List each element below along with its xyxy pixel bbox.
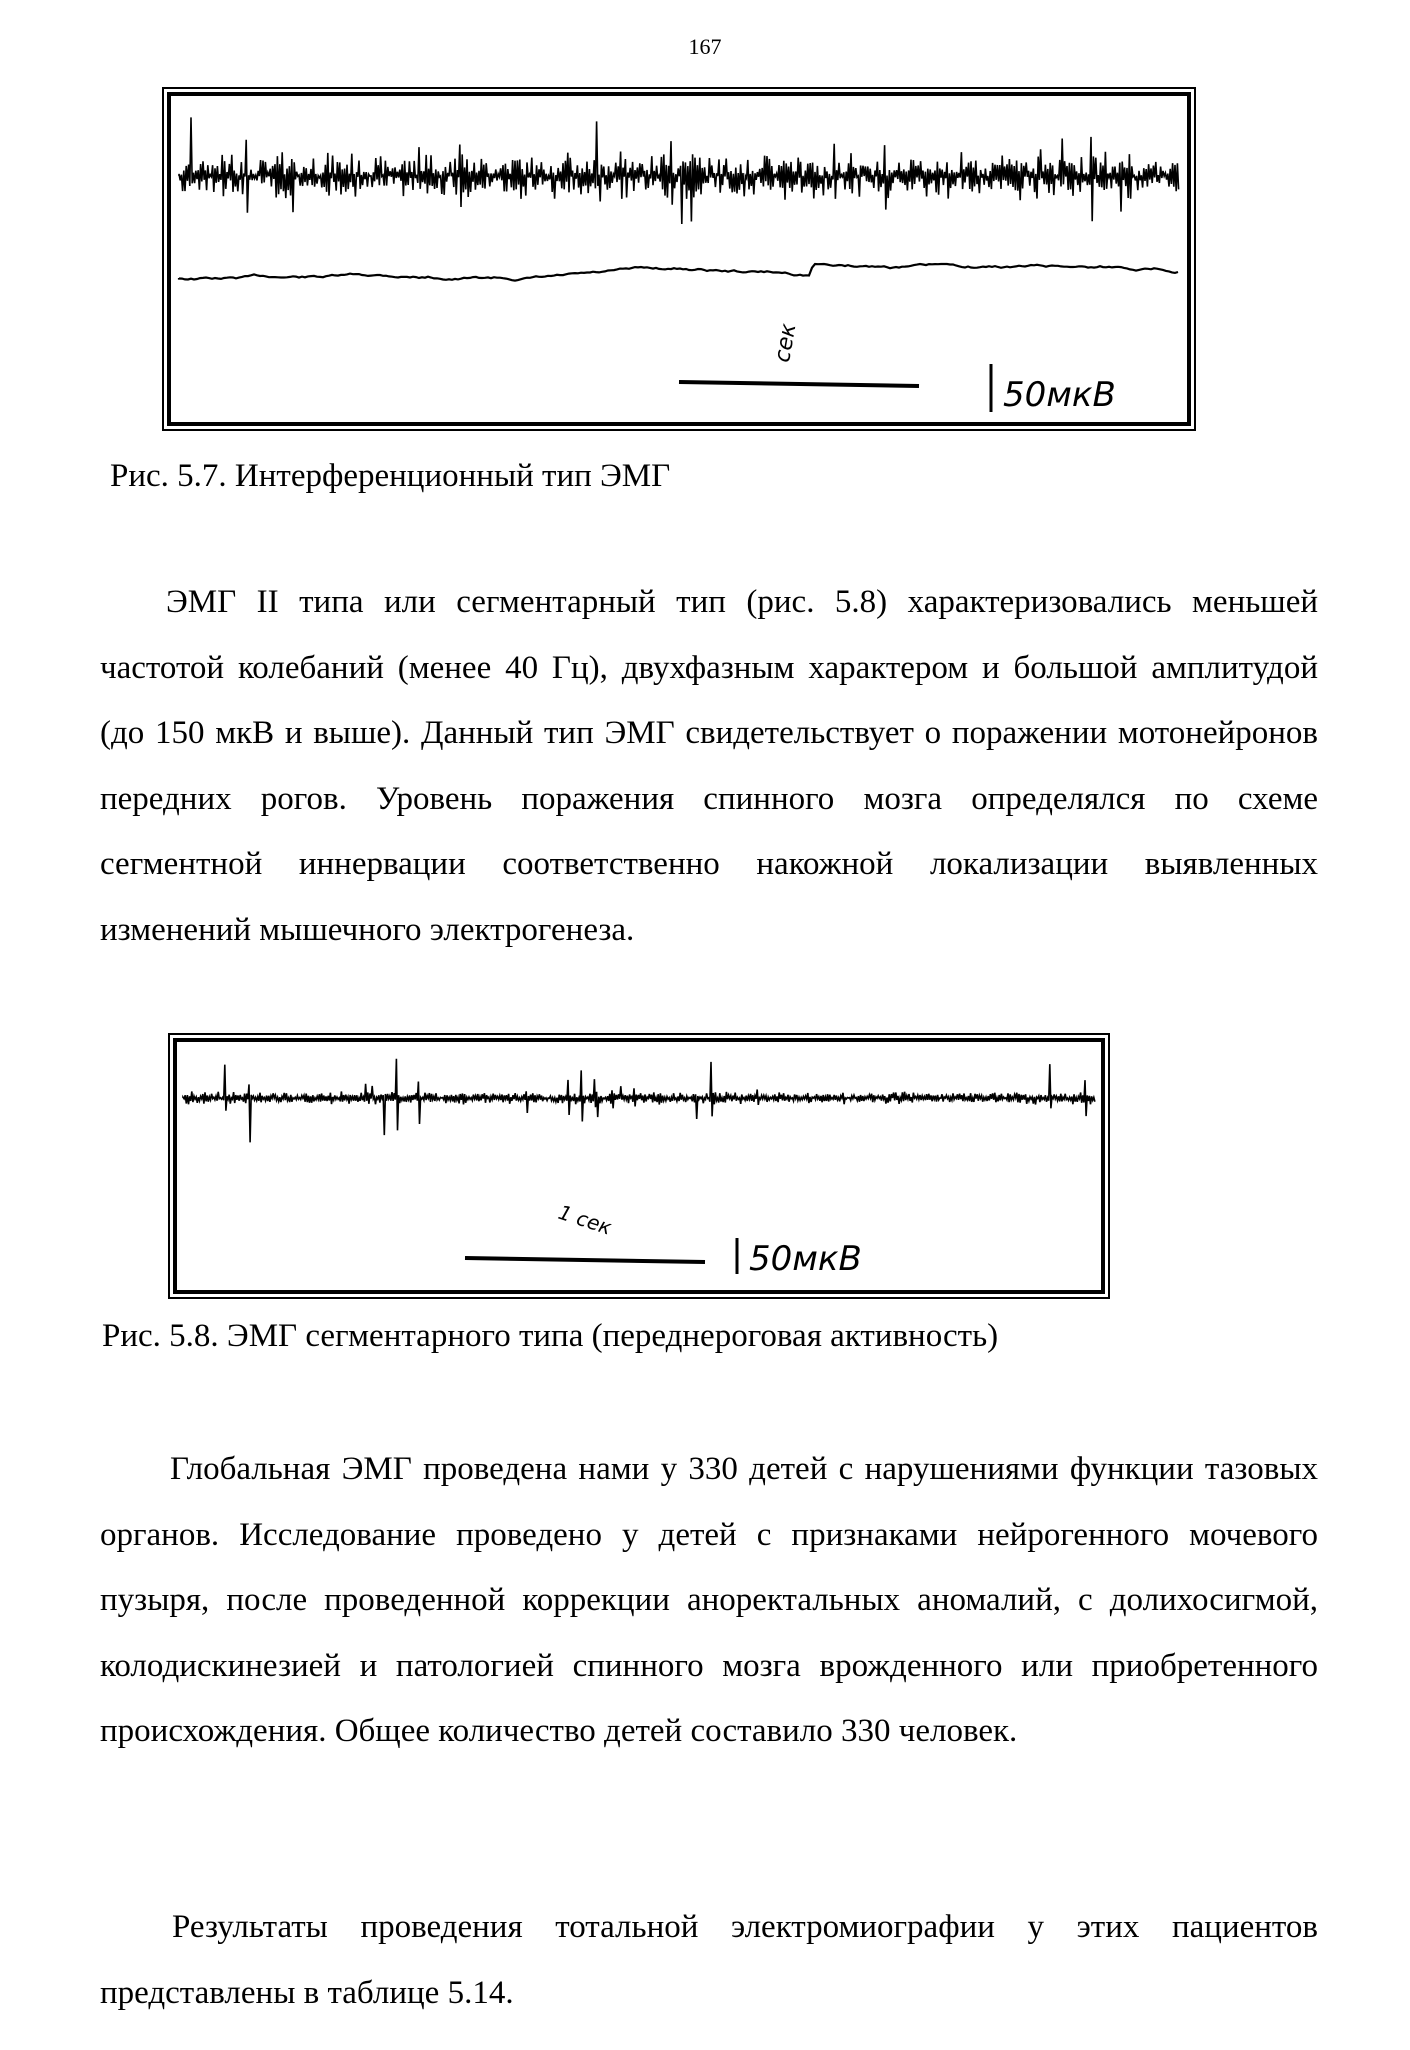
time-scale-label: сек [770, 321, 802, 365]
figure-caption-5-7: Рис. 5.7. Интерференционный тип ЭМГ [110, 458, 671, 494]
amplitude-scale-label: 50мкВ [749, 1239, 862, 1279]
paragraph-global-emg: Глобальная ЭМГ проведена нами у 330 детей с нарушениями функции тазовых органов. Исследование проведено у детей с признаками нейрогенного мочевого пузыря, после проведенной коррекции аноректальных аномалий, с долихосигмой, колодискинезией и патологией спинного мозга врожденного или приобретенного происхождения. Общее количество детей составило 330 человек. [100, 1451, 1318, 1749]
amplitude-scale-label: 50мкВ [1003, 375, 1116, 415]
emg-trace-svg-1 [171, 96, 1187, 422]
paragraph-segmental-type: ЭМГ II типа или сегментарный тип (рис. 5.8) характеризовались меньшей частотой колебаний (менее 40 Гц), двухфазным характером и большой амплитудой (до 150 мкВ и выше). Данный тип ЭМГ свидетельствует о поражении мотонейронов передних рогов. Уровень поражения спинного мозга определялся по схеме сегментной иннервации соответственно накожной локализации выявленных изменений мышечного электрогенеза. [100, 584, 1318, 948]
figure-emg-interference [167, 92, 1191, 426]
paragraph-results: Результаты проведения тотальной электромиографии у этих пациентов представлены в таблице 5.14. [100, 1909, 1318, 2011]
time-scale-label: 1 сек [555, 1199, 615, 1240]
figure-emg-segmental [173, 1038, 1105, 1294]
figure-caption-5-8: Рис. 5.8. ЭМГ сегментарного типа (переднероговая активность) [102, 1318, 999, 1354]
time-scale-bar [465, 1258, 705, 1262]
time-scale-bar [679, 382, 919, 386]
page-number: 167 [688, 34, 722, 59]
emg-trace-svg-2 [177, 1042, 1101, 1290]
emg-lower-trace [179, 264, 1178, 281]
emg-upper-trace [179, 117, 1179, 224]
emg-trace [183, 1059, 1095, 1143]
